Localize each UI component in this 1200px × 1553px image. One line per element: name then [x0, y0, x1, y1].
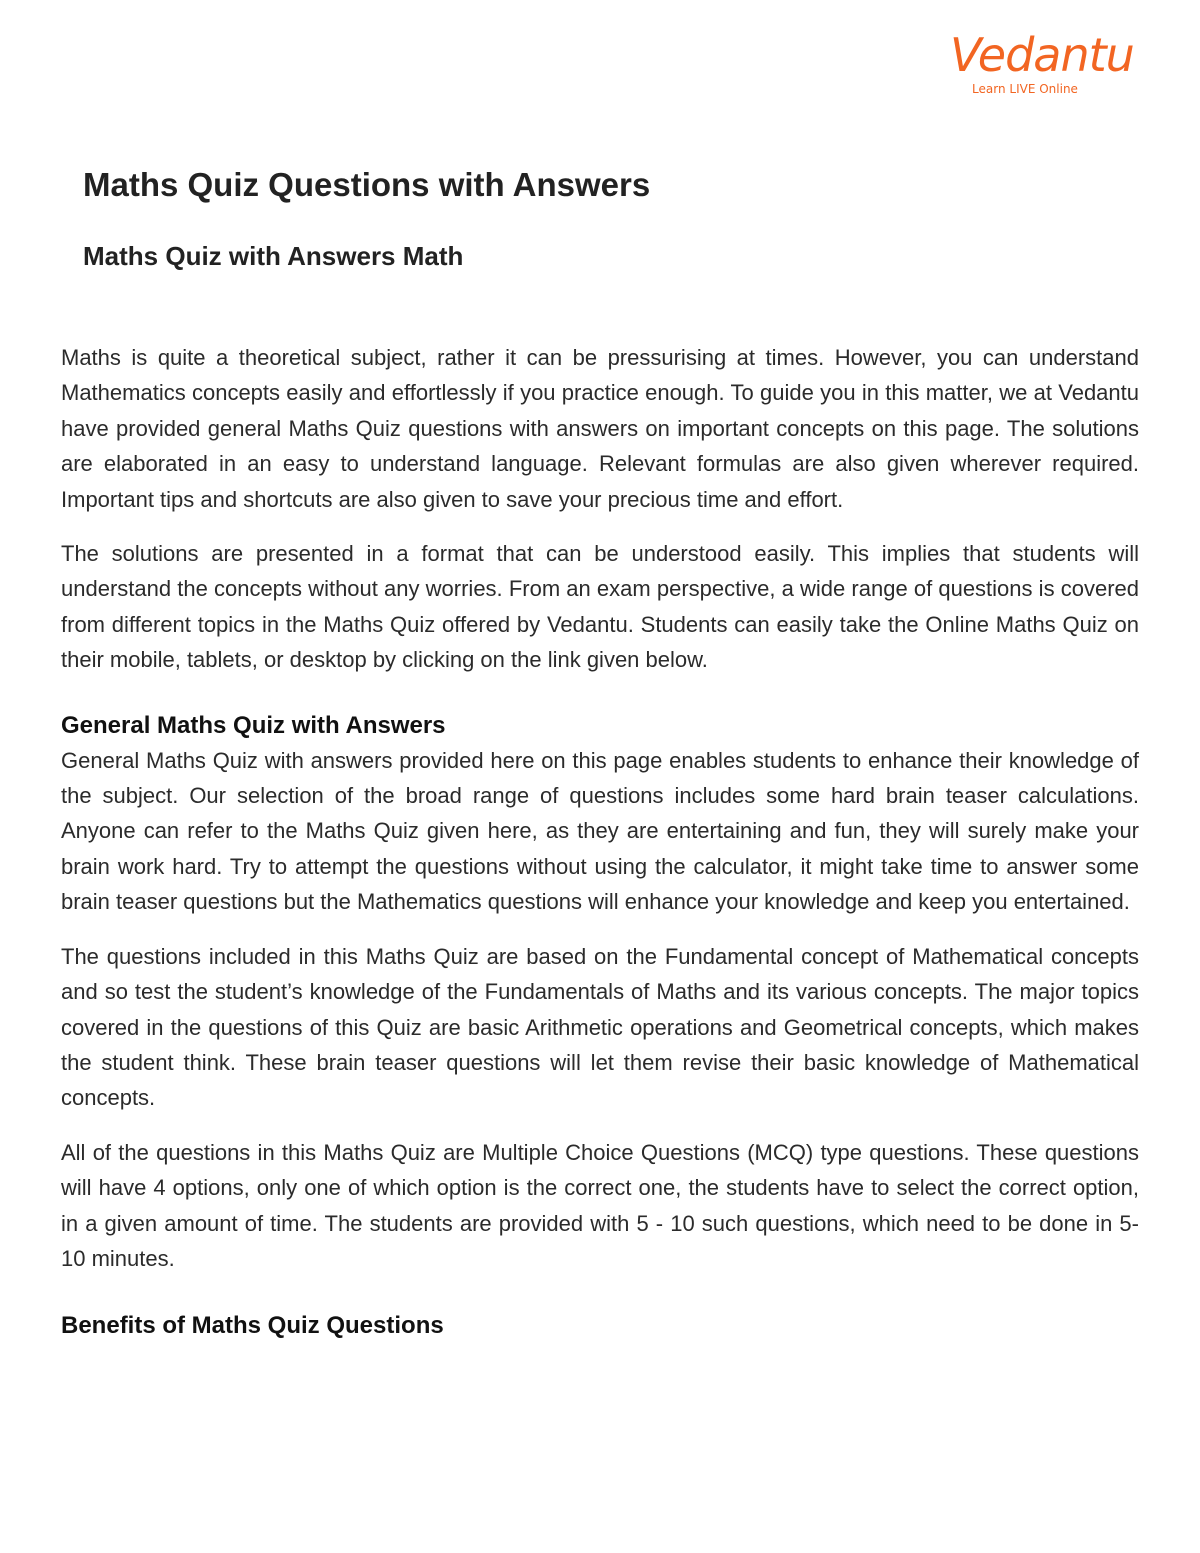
page-title: Maths Quiz Questions with Answers [83, 166, 651, 203]
general-quiz-paragraph-2: The questions included in this Maths Quiz are based on the Fundamental concept of Mathematical concepts and so test the student’s knowledge of the Fundamentals of Maths and its various concepts. The major topics covered in the questions of this Quiz are basic Arithmetic operations and Geometrical concepts, which makes the student think. These brain teaser questions will let them revise their basic knowledge of Mathematical concepts. [61, 943, 1139, 1111]
logo-wordmark: Vedantu [950, 28, 1134, 82]
vedantu-logo [950, 28, 1134, 96]
intro-paragraph-2: The solutions are presented in a format that can be understood easily. This implies that students will understand the concepts without any worries. From an exam perspective, a wide range of questions is covered from different topics in the Maths Quiz offered by Vedantu. Students can easily take the Online Maths Quiz on their mobile, tablets, or desktop by clicking on the link given below. [61, 541, 1139, 673]
section-heading-benefits: Benefits of Maths Quiz Questions [61, 1312, 444, 1340]
logo-tagline: Learn LIVE Online [972, 82, 1078, 96]
article-body [61, 340, 1139, 1343]
general-quiz-paragraph-3: All of the questions in this Maths Quiz are Multiple Choice Questions (MCQ) type questions. These questions will have 4 options, only one of which option is the correct one, the students have to select the correct option, in a given amount of time. The students are provided with 5 - 10 such questions, which need to be done in 5- 10 minutes. [61, 1139, 1139, 1271]
intro-paragraph-1: Maths is quite a theoretical subject, rather it can be pressurising at times. However, you can understand Mathematics concepts easily and effortlessly if you practice enough. To guide you in this matter, we at Vedantu have provided general Maths Quiz questions with answers on important concepts on this page. The solutions are elaborated in an easy to understand language. Relevant formulas are also given wherever required. Important tips and shortcuts are also given to save your precious time and effort. [61, 345, 1139, 512]
general-quiz-paragraph-1: General Maths Quiz with answers provided here on this page enables students to enhance their knowledge of the subject. Our selection of the broad range of questions includes some hard brain teaser calculations. Anyone can refer to the Maths Quiz given here, as they are entertaining and fun, they will surely make your brain work hard. Try to attempt the questions without using the calculator, it might take time to answer some brain teaser questions but the Mathematics questions will enhance your knowledge and keep you entertained. [61, 747, 1139, 915]
page-subtitle: Maths Quiz with Answers Math [83, 241, 464, 271]
section-heading-general-quiz: General Maths Quiz with Answers [61, 711, 446, 739]
